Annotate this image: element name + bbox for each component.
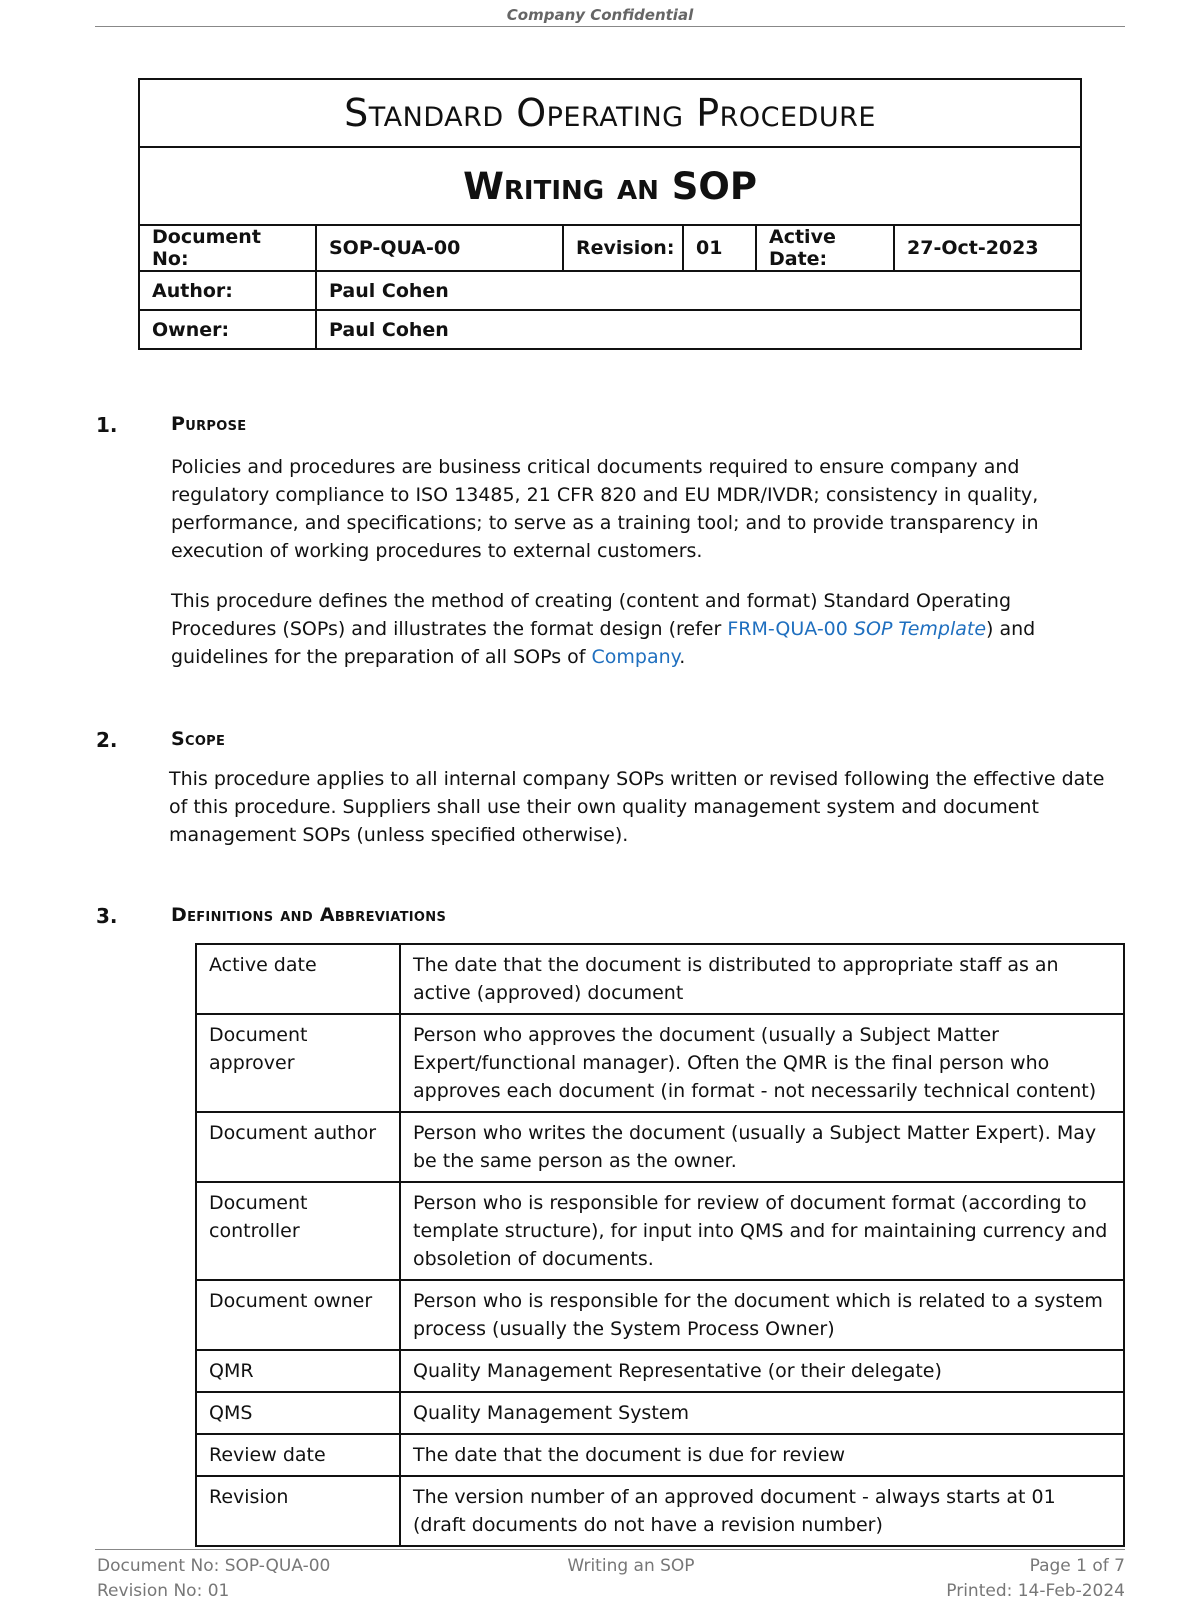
document-header-table [138,78,1082,350]
scope-paragraph: This procedure applies to all internal company SOPs written or revised following the effective date of this procedure. Suppliers shall use their own quality management system and document management SOPs (unless specified otherwise). [169,768,1105,846]
author-value: Paul Cohen [316,271,1081,310]
document-type-title: Standard Operating Procedure [139,79,1081,147]
confidential-label: Company Confidential [506,6,694,24]
definition-term: Revision [196,1476,400,1546]
definition-text: The date that the document is distributed to appropriate staff as an active (approved) document [400,944,1124,1014]
footer-printed-date: Printed: 14-Feb-2024 [946,1581,1125,1601]
definition-term: Review date [196,1434,400,1476]
definitions-heading: Definitions and Abbreviations [171,904,447,926]
table-row [196,1280,1124,1350]
template-code: FRM-QUA-00 [727,618,848,640]
revision-label: Revision: [563,225,683,271]
scope-heading: Scope [171,728,226,750]
definition-text: Quality Management System [400,1392,1124,1434]
definition-text: Person who is responsible for review of document format (according to template structure), for input into QMS and for maintaining currency and obsoletion of documents. [400,1182,1124,1280]
definition-term: Document controller [196,1182,400,1280]
definition-term: Document owner [196,1280,400,1350]
active-date-label: Active Date: [756,225,894,271]
revision-value: 01 [683,225,756,271]
footer-page-number: Page 1 of 7 [1029,1556,1125,1576]
table-row [196,1014,1124,1112]
footer-title: Writing an SOP [567,1556,695,1576]
definitions-number: 3. [96,904,118,928]
purpose-paragraph-2 [171,587,1116,671]
definition-text: Person who writes the document (usually a Subject Matter Expert). May be the same person as the owner. [400,1112,1124,1182]
definition-term: QMS [196,1392,400,1434]
purpose-text-b: ) and guidelines for the preparation of all SOPs of [171,618,1036,668]
sop-template-link[interactable] [727,618,986,640]
owner-label: Owner: [139,310,316,349]
definition-term: QMR [196,1350,400,1392]
definition-term: Document approver [196,1014,400,1112]
purpose-text-c: . [679,646,686,668]
author-label: Author: [139,271,316,310]
purpose-text-a: This procedure defines the method of creating (content and format) Standard Operating Procedures (SOPs) and illustrates the format design (refer [171,590,1012,640]
footer-rule [95,1549,1125,1550]
purpose-paragraph-1: Policies and procedures are business critical documents required to ensure company and regulatory compliance to ISO 13485, 21 CFR 820 and EU MDR/IVDR; consistency in quality, performance, and specifications; to serve as a training tool; and to provide transparency in execution of working procedures to external customers. [171,456,1039,562]
definitions-table [195,943,1125,1547]
table-row [196,944,1124,1014]
template-name: SOP Template [853,618,987,640]
definition-text: The version number of an approved document - always starts at 01 (draft documents do not have a revision number) [400,1476,1124,1546]
company-link[interactable]: Company [591,646,680,668]
document-no-label: Document No: [139,225,316,271]
owner-value: Paul Cohen [316,310,1081,349]
definition-term: Document author [196,1112,400,1182]
footer-revision-no: Revision No: 01 [97,1581,230,1601]
document-title: Writing an SOP [139,147,1081,225]
definition-text: The date that the document is due for review [400,1434,1124,1476]
footer-document-no: Document No: SOP-QUA-00 [97,1556,331,1576]
definition-term: Active date [196,944,400,1014]
header-rule [95,26,1125,27]
table-row [196,1182,1124,1280]
purpose-number: 1. [96,413,118,437]
definition-text: Person who approves the document (usually a Subject Matter Expert/functional manager). Often the QMR is the final person who approves each document (in format - not necessarily technical content) [400,1014,1124,1112]
table-row [196,1392,1124,1434]
table-row [196,1476,1124,1546]
definition-text: Person who is responsible for the document which is related to a system process (usually the System Process Owner) [400,1280,1124,1350]
document-no-value: SOP-QUA-00 [316,225,563,271]
table-row [196,1112,1124,1182]
scope-number: 2. [96,728,118,752]
table-row [196,1434,1124,1476]
purpose-heading: Purpose [171,413,247,435]
active-date-value: 27-Oct-2023 [894,225,1081,271]
definition-text: Quality Management Representative (or their delegate) [400,1350,1124,1392]
table-row [196,1350,1124,1392]
